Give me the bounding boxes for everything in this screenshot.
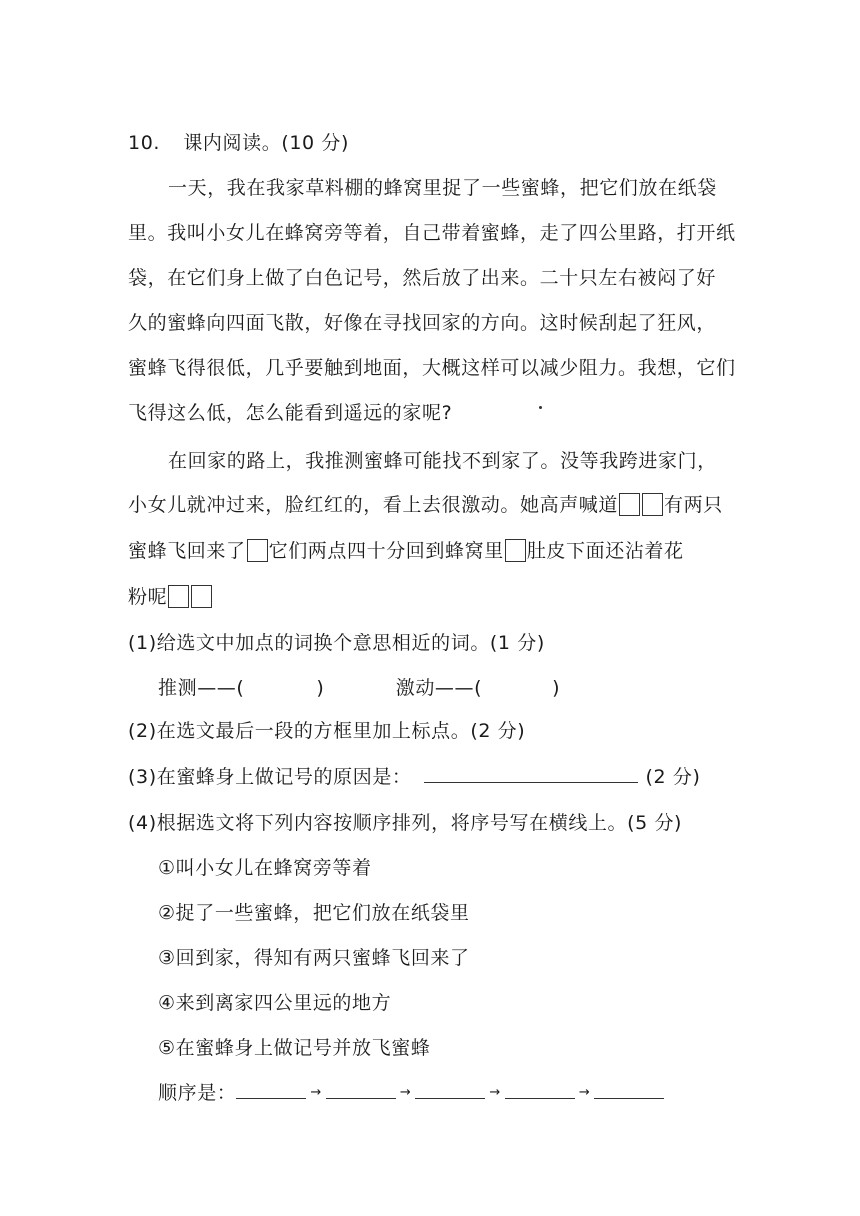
arrow-icon: → — [489, 1085, 501, 1100]
punctuation-box[interactable] — [168, 585, 189, 608]
option-item: ②捉了一些蜜蜂，把它们放在纸袋里 — [158, 902, 470, 924]
sub-question-3-text: (3)在蜜蜂身上做记号的原因是： — [128, 766, 412, 788]
order-blank-4[interactable] — [505, 1080, 575, 1099]
sub-question-4: (4)根据选文将下列内容按顺序排列，将序号写在横线上。(5 分) — [128, 812, 683, 834]
arrow-icon: → — [310, 1085, 322, 1100]
passage-text: 它们两点四十分回到蜂窝里 — [268, 540, 504, 562]
order-label: 顺序是： — [158, 1082, 237, 1104]
stray-dot — [539, 406, 542, 409]
passage-line: 飞得这么低，怎么能看到遥远的家呢? — [128, 402, 453, 424]
passage-text: 小女儿就冲过来，脸红红的，看上去很激动。她高声喊道 — [128, 494, 619, 516]
passage-text: 肚皮下面还沾着花 — [526, 540, 684, 562]
synonym-word-1: 推测——( — [158, 677, 245, 699]
paren-close: ) — [316, 677, 325, 699]
order-blank-1[interactable] — [236, 1080, 306, 1099]
paren-close: ) — [552, 677, 561, 699]
passage-line: 在回家的路上，我推测蜜蜂可能找不到家了。没等我跨进家门， — [168, 450, 717, 472]
sub-question-2: (2)在选文最后一段的方框里加上标点。(2 分) — [128, 720, 526, 742]
synonym-word-2: 激动——( — [395, 677, 483, 699]
passage-line — [128, 538, 684, 564]
question-number: 10. — [128, 132, 161, 154]
punctuation-box[interactable] — [505, 539, 526, 562]
sub-question-3 — [128, 764, 700, 790]
punctuation-box[interactable] — [619, 493, 640, 516]
passage-line: 一天，我在我家草料棚的蜂窝里捉了一些蜜蜂，把它们放在纸袋 — [168, 177, 717, 199]
passage-line: 久的蜜蜂向四面飞散，好像在寻找回家的方向。这时候刮起了狂风， — [128, 312, 717, 334]
punctuation-box[interactable] — [642, 493, 663, 516]
question-title-text: 课内阅读。(10 分) — [183, 132, 349, 154]
passage-line: 蜜蜂飞得很低，几乎要触到地面，大概这样可以减少阻力。我想，它们 — [128, 357, 736, 379]
option-item: ⑤在蜜蜂身上做记号并放飞蜜蜂 — [158, 1037, 431, 1059]
passage-line — [128, 492, 723, 518]
passage-text: 粉呢 — [128, 586, 168, 608]
sub-question-1: (1)给选文中加点的词换个意思相近的词。(1 分) — [128, 632, 545, 654]
order-blank-5[interactable] — [594, 1080, 664, 1099]
order-row — [158, 1080, 664, 1106]
answer-blank[interactable] — [424, 764, 638, 783]
arrow-icon: → — [399, 1085, 412, 1100]
option-item: ④来到离家四公里远的地方 — [158, 992, 392, 1014]
arrow-icon: → — [578, 1085, 591, 1100]
synonym-row — [158, 675, 560, 701]
passage-text: 有两只 — [664, 494, 723, 516]
passage-line: 袋，在它们身上做了白色记号，然后放了出来。二十只左右被闷了好 — [128, 267, 717, 289]
punctuation-box[interactable] — [247, 539, 268, 562]
passage-line: 里。我叫小女儿在蜂窝旁等着，自己带着蜜蜂，走了四公里路，打开纸 — [128, 222, 736, 244]
question-title — [128, 130, 349, 156]
passage-line — [128, 584, 213, 610]
option-item: ③回到家，得知有两只蜜蜂飞回来了 — [158, 947, 470, 969]
order-blank-3[interactable] — [415, 1080, 485, 1099]
score-label: (2 分) — [645, 766, 701, 788]
order-blank-2[interactable] — [326, 1080, 396, 1099]
passage-text: 蜜蜂飞回来了 — [128, 540, 246, 562]
option-item: ①叫小女儿在蜂窝旁等着 — [158, 857, 372, 879]
punctuation-box[interactable] — [191, 585, 212, 608]
